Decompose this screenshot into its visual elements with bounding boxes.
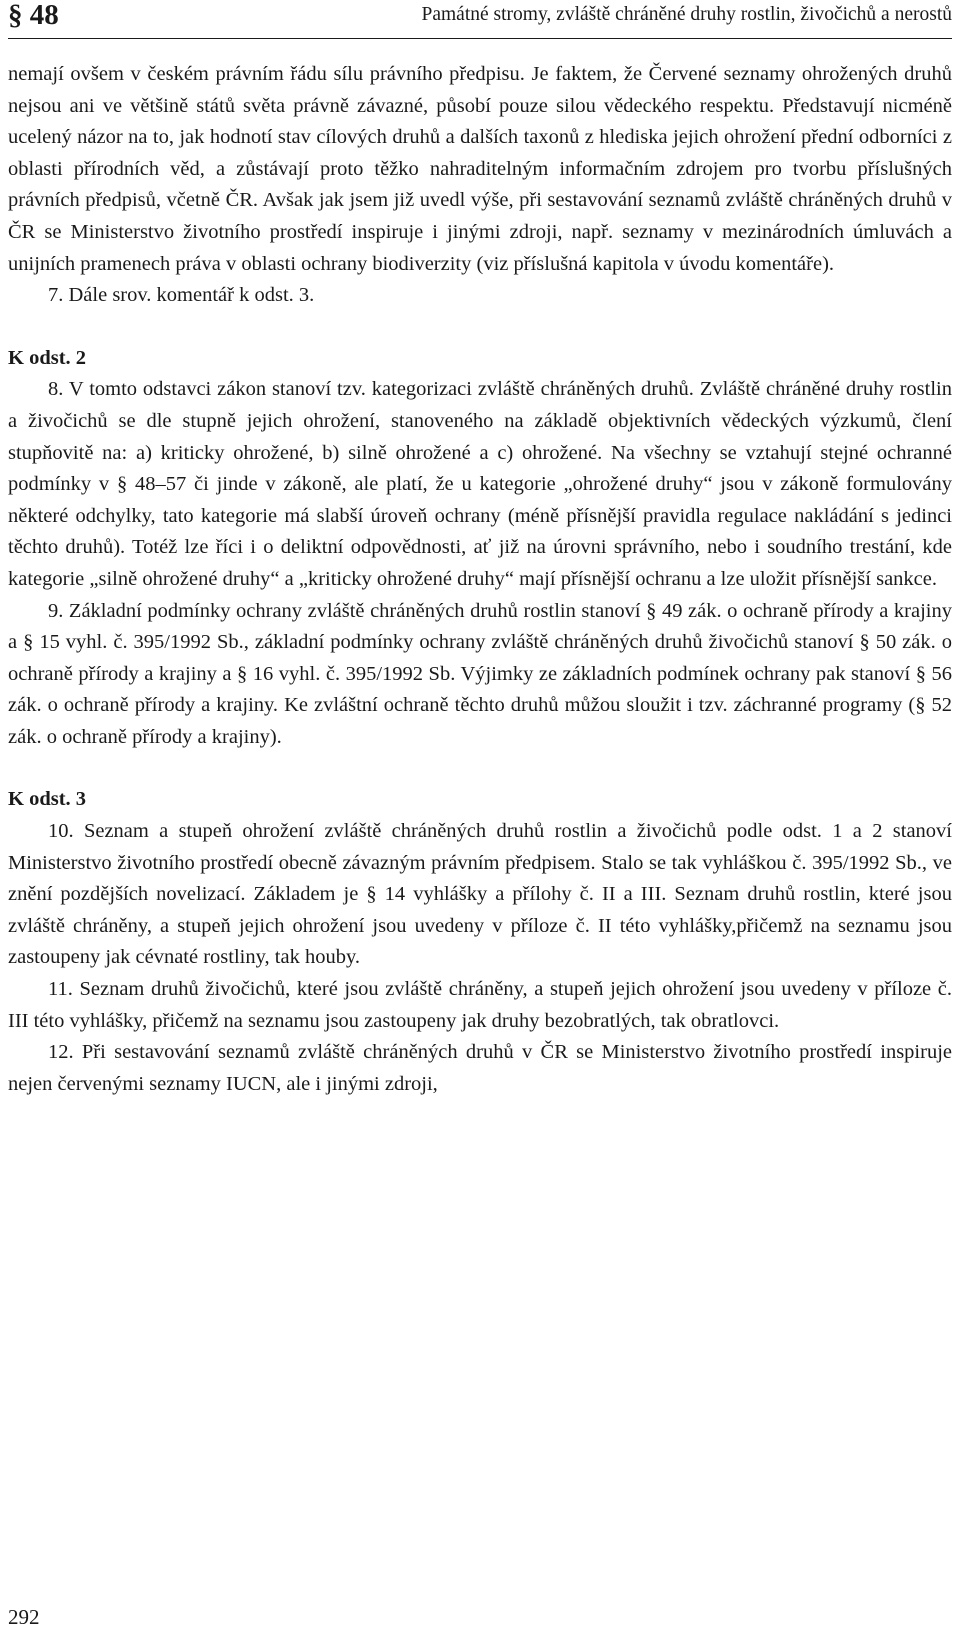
subsection-heading-odst-2: K odst. 2 — [8, 346, 87, 369]
paragraph-10: 10. Seznam a stupeň ohrožení zvláště chráněných druhů rostlin a živočichů podle odst. 1 a 2 stanoví Ministerstvo životního prostředí obecně závazným právním předpisem. Stalo se tak vyhláškou č. 395/1992 Sb., ve znění pozdějších novelizací. Základem je § 14 vyhlášky a přílohy č. II a III. Seznam druhů rostlin, které jsou zvláště chráněny, a stupeň jejich ohrožení jsou uvedeny v příloze č. II této vyhlášky,přičemž na seznamu jsou zastoupeny jak cévnaté rostliny, tak houby. — [8, 820, 952, 969]
spacer — [8, 753, 952, 784]
paragraph-11: 11. Seznam druhů živočichů, které jsou zvláště chráněny, a stupeň jejich ohrožení jsou uvedeny v příloze č. III této vyhlášky, přičemž na seznamu jsou zastoupeny jak druhy bezobratlých, tak obratlovci. — [8, 978, 952, 1032]
section-number: § 48 — [8, 0, 59, 31]
paragraph-9: 9. Základní podmínky ochrany zvláště chráněných druhů rostlin stanoví § 49 zák. o ochraně přírody a krajiny a § 15 vyhl. č. 395/1992 Sb., základní podmínky ochrany zvláště chráněných druhů živočichů stanoví § 50 zák. o ochraně přírody a krajiny a § 16 vyhl. č. 395/1992 Sb. Výjimky ze základních podmínek ochrany pak stanoví § 56 zák. o ochraně přírody a krajiny. Ke zvláštní ochraně těchto druhů můžou sloužit i tzv. záchranné programy (§ 52 zák. o ochraně přírody a krajiny). — [8, 599, 952, 748]
subsection-heading-odst-3: K odst. 3 — [8, 788, 87, 811]
paragraph-7: 7. Dále srov. komentář k odst. 3. — [48, 284, 315, 307]
paragraph-8: 8. V tomto odstavci zákon stanoví tzv. kategorizaci zvláště chráněných druhů. Zvláště chráněné druhy rostlin a živočichů se dle stupně jejich ohrožení, stanoveného na základě objektivních vědeckých výzkumů, člení stupňovitě na: a) kriticky ohrožené, b) silně ohrožené a c) ohrožené. Na všechny se vztahují stejné ochranné podmínky v § 48–57 či jinde v zákoně, ale platí, že u kategorie „ohrožené druhy“ jsou v zákoně formulovány některé odchylky, tato kategorie má slabší úroveň ochrany (méně přísnější pravidla regulace nakládání s jedinci těchto druhů). Totéž lze říci i o deliktní odpovědnosti, ať již na úrovni správního, nebo i soudního trestání, kde kategorie „silně ohrožené druhy“ a „kriticky ohrožené druhy“ mají přísnější ochranu a lze uložit přísnější sankce. — [8, 378, 952, 590]
paragraph-continuation: nemají ovšem v českém právním řádu sílu právního předpisu. Je faktem, že Červené seznamy ohrožených druhů nejsou ani ve většině států světa právně závazné, působí pouze silou vědeckého respektu. Představují nicméně ucelený názor na to, jak hodnotí stav cílových druhů a dalších taxonů z hlediska jejich ohrožení přední odborníci z oblasti přírodních věd, a zůstávají proto těžko nahraditelným informačním zdrojem pro tvorbu příslušných právních předpisů, včetně ČR. Avšak jak jsem již uvedl výše, při sestavování seznamů zvláště chráněných druhů v ČR se Ministerstvo životního prostředí inspiruje i jinými zdroji, např. seznamy v mezinárodních úmluvách a unijních pramenech práva v oblasti ochrany biodiverzity (viz příslušná kapitola v úvodu komentáře). — [8, 63, 952, 275]
page-number: 292 — [8, 1605, 40, 1629]
body-text — [8, 59, 952, 1100]
running-header-title: Památné stromy, zvláště chráněné druhy rostlin, živočichů a nerostů — [421, 4, 952, 25]
running-header — [8, 0, 952, 39]
paragraph-12: 12. Při sestavování seznamů zvláště chráněných druhů v ČR se Ministerstvo životního prostředí inspiruje nejen červenými seznamy IUCN, ale i jinými zdroji, — [8, 1041, 952, 1095]
spacer — [8, 312, 952, 343]
